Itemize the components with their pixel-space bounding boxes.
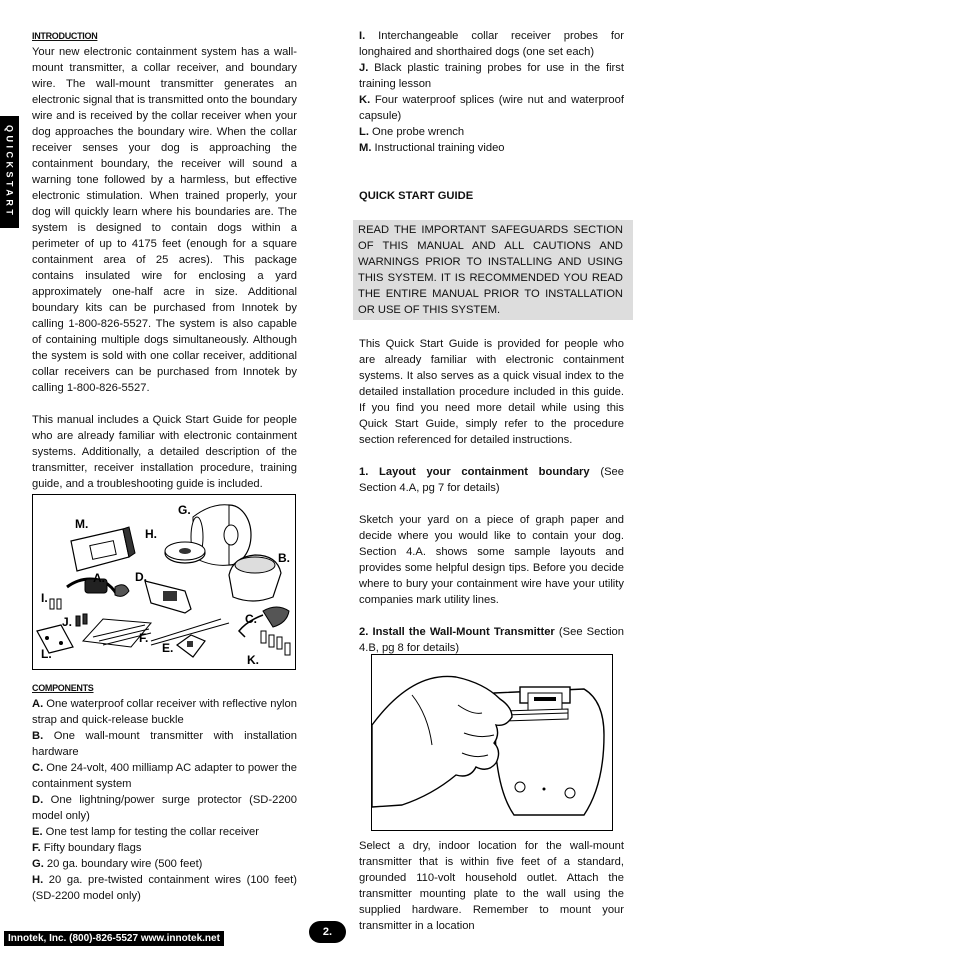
quick-start-intro: This Quick Start Guide is provided for people who are already familiar with electronic containment systems. It also serves as a quick visual index to the detailed installation procedure included in this guide. If you find you need more detail while using this Quick Start Guide, simply refer to the procedure section referenced for detailed instructions. (359, 338, 624, 446)
step-2-text: Select a dry, indoor location for the wall-mount transmitter that is within five feet of a standard, grounded 110-volt household outlet. Attach the transmitter mounting plate to the wall using the supplied hardware. Remember to mount your transmitter in a location (359, 840, 624, 932)
quick-start-heading: QUICK START GUIDE (359, 190, 474, 202)
figure-label-c: C. (245, 612, 257, 626)
components-section (32, 680, 297, 904)
manual-overview-text: This manual includes a Quick Start Guide for people who are already familiar with electronic containment systems. Additionally, a detailed description of the transmitter, receiver installation procedure, training guide, and a troubleshooting guide is included. (32, 414, 297, 490)
components-drawing (33, 495, 295, 669)
step-1-text: Sketch your yard on a piece of graph paper and decide where you would like to contain your dog. Section 4.A. shows some sample layouts and provides some helpful design tips. Before you decide where to bury your containment wire have your utility companies mark utility lines. (359, 514, 624, 606)
component-f: F. Fifty boundary flags (32, 842, 142, 854)
introduction-heading: INTRODUCTION (32, 31, 98, 41)
component-k: K. Four waterproof splices (wire nut and waterproof capsule) (359, 94, 624, 122)
figure-label-j: J. (62, 615, 73, 629)
figure-label-h: H. (145, 527, 157, 541)
introduction-text: Your new electronic containment system has a wall-mount transmitter, a collar receiver, and boundary wire. The wall-mount transmitter generates an electronic signal that is transmitted onto the boundary wire and is received by the collar receiver when your dog approaches the boundary wire. When the collar receiver senses your dog is approaching the containment boundary, the receiver will sound a warning tone followed by a harmless, but effective electronic stimulation. When trained properly, your dog will quickly learn where his boundaries are. The system is designed to contain dogs within a perimeter of up to 4175 feet (enough for a square containment area of 25 acres). This package contains insulated wire for enclosing a yard approximately one-half acre in size. Additional boundary kits can be purchased from Innotek by calling 1-800-826-5527. The system is also capable of containing multiple dogs simultaneously. Although the system is sold with one collar receiver, additional collar receivers can be purchased from Innotek by calling 1-800-826-5527. (32, 46, 297, 394)
figure-label-m: M. (75, 517, 89, 531)
right-column (359, 28, 624, 656)
component-d: D. One lightning/power surge protector (SD-2200 model only) (32, 794, 297, 822)
component-a: A. One waterproof collar receiver with reflective nylon strap and quick-release buckle (32, 698, 297, 726)
components-heading: COMPONENTS (32, 683, 94, 693)
component-h: H. 20 ga. pre-twisted containment wires (100 feet) (SD-2200 model only) (32, 874, 297, 902)
figure-label-g: G. (178, 503, 191, 517)
page-number: 2. (309, 921, 346, 943)
quickstart-side-tab: QUICKSTART (0, 116, 19, 228)
component-e: E. One test lamp for testing the collar receiver (32, 826, 259, 838)
figure-label-i: I. (41, 591, 48, 605)
component-i: I. Interchangeable collar receiver probes for longhaired and shorthaired dogs (one set each) (359, 30, 624, 58)
step-2-section (359, 838, 624, 934)
figure-label-f: F. (139, 631, 149, 645)
component-c: C. One 24-volt, 400 milliamp AC adapter to power the containment system (32, 762, 297, 790)
transmitter-mounting-illustration (371, 654, 613, 831)
figure-label-l: L. (41, 647, 52, 661)
step-2-heading: 2. Install the Wall-Mount Transmitter (See Section 4.B, pg 8 for details) (359, 626, 625, 654)
component-l: L. One probe wrench (359, 126, 465, 138)
figure-label-k: K. (247, 653, 259, 667)
component-b: B. One wall-mount transmitter with installation hardware (32, 730, 297, 758)
step-1-heading: 1. Layout your containment boundary (See Section 4.A, pg 7 for details) (359, 466, 624, 494)
hand-mounting-drawing (372, 655, 612, 830)
figure-label-b: B. (278, 551, 290, 565)
left-column (32, 28, 297, 492)
figure-label-a: A. (93, 571, 105, 585)
component-m: M. Instructional training video (359, 142, 505, 154)
figure-label-d: D. (135, 570, 147, 584)
components-illustration (32, 494, 296, 670)
component-g: G. 20 ga. boundary wire (500 feet) (32, 858, 203, 870)
safeguard-notice: READ THE IMPORTANT SAFEGUARDS SECTION OF THIS MANUAL AND ALL CAUTIONS AND WARNINGS PRIOR TO INSTALLING AND USING THIS SYSTEM. IT IS RECOMMENDED YOU READ THE ENTIRE MANUAL PRIOR TO INSTALLATION OR USE OF THIS SYSTEM. (353, 220, 633, 320)
footer-contact: Innotek, Inc. (800)-826-5527 www.innotek.net (4, 931, 224, 946)
component-j: J. Black plastic training probes for use in the first training lesson (359, 62, 624, 90)
figure-label-e: E. (162, 641, 174, 655)
